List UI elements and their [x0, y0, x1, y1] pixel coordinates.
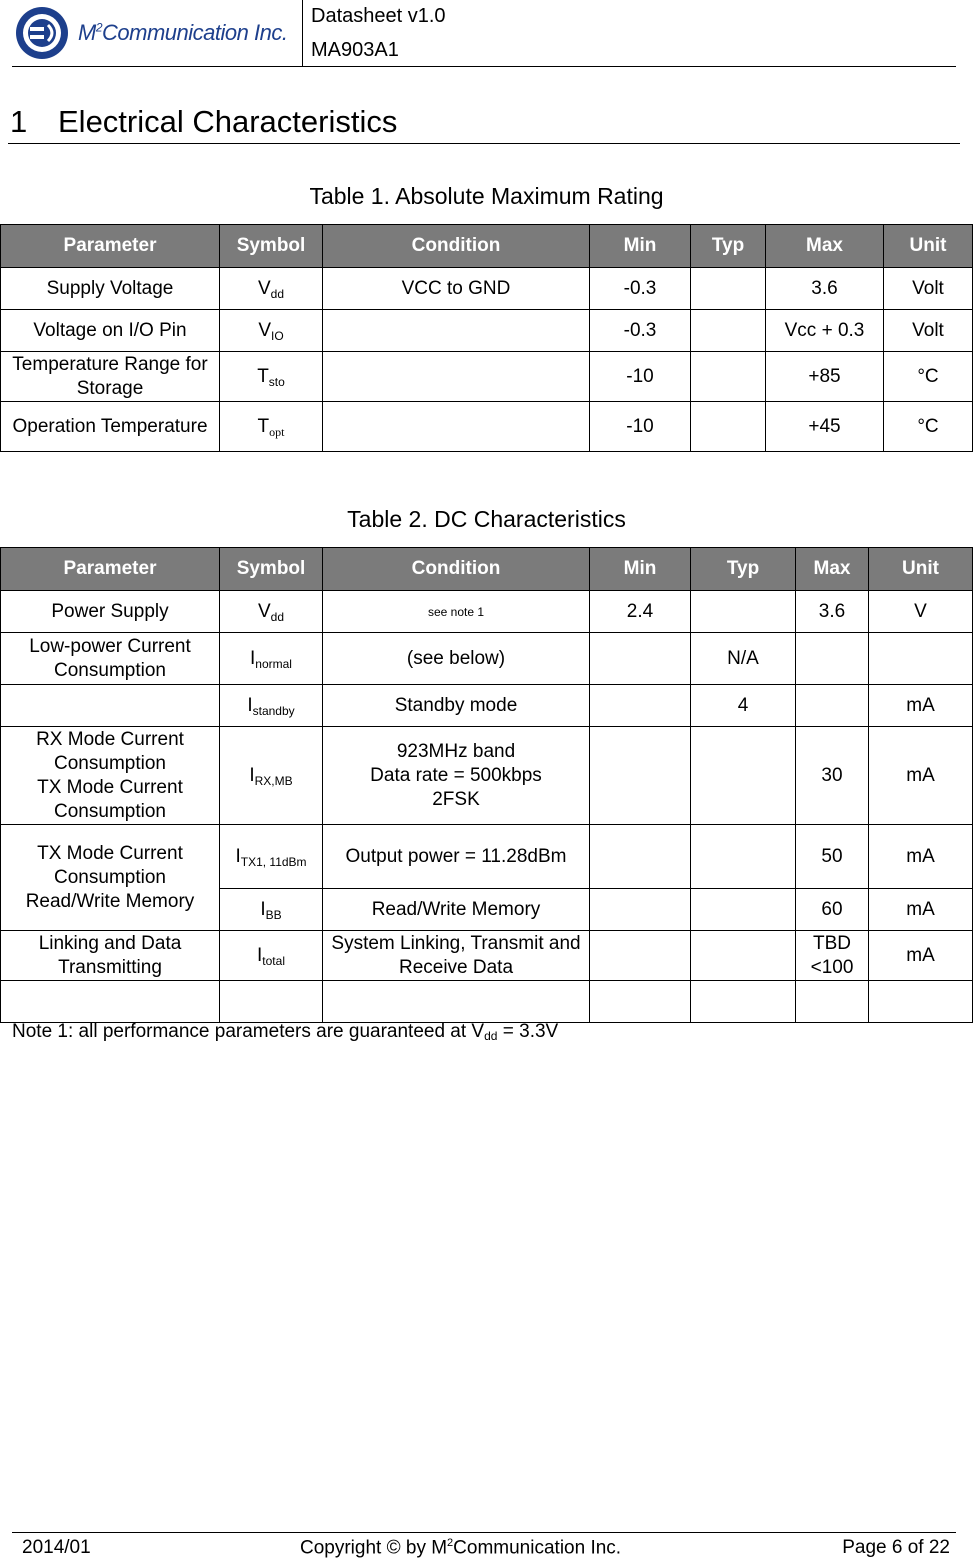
max-cell: +85 — [766, 352, 884, 402]
max-cell: 3.6 — [796, 591, 869, 633]
parameter-cell: Supply Voltage — [1, 268, 220, 310]
header-cell: Max — [796, 548, 869, 591]
header-divider — [302, 0, 303, 67]
max-cell — [796, 685, 869, 727]
parameter-cell: Voltage on I/O Pin — [1, 310, 220, 352]
header-cell: Parameter — [1, 225, 220, 268]
typ-cell — [691, 268, 766, 310]
table-row — [1, 310, 973, 352]
unit-cell: Volt — [884, 310, 973, 352]
header-cell: Symbol — [220, 225, 323, 268]
typ-cell — [691, 402, 766, 452]
table-row — [1, 402, 973, 452]
unit-cell: mA — [869, 727, 973, 825]
header-cell: Min — [590, 548, 691, 591]
max-cell: Vcc + 0.3 — [766, 310, 884, 352]
absolute-max-rating-table — [0, 224, 973, 452]
symbol-cell: $I_{RX,MB}$ — [220, 727, 323, 825]
unit-cell: mA — [869, 825, 973, 889]
parameter-cell — [1, 685, 220, 727]
table-row — [1, 727, 973, 825]
max-cell: TBD <100 — [796, 931, 869, 981]
min-cell — [590, 727, 691, 825]
condition-cell: VCC to GND — [323, 268, 590, 310]
symbol-cell: $I_{normal}$ — [220, 633, 323, 685]
header-cell: Max — [766, 225, 884, 268]
logo-icon — [14, 5, 70, 61]
condition-cell — [323, 402, 590, 452]
condition-cell — [323, 352, 590, 402]
table-header-row — [1, 548, 973, 591]
footer-page-number: Page 6 of 22 — [842, 1537, 950, 1558]
typ-cell: 4 — [691, 685, 796, 727]
symbol-cell: $V_{dd}$ — [220, 268, 323, 310]
typ-cell — [691, 310, 766, 352]
header-cell: Symbol — [220, 548, 323, 591]
table-row — [1, 352, 973, 402]
table-row — [1, 591, 973, 633]
header-cell: Unit — [869, 548, 973, 591]
footer-rule — [12, 1532, 956, 1533]
symbol-cell: $I_{TX1, 11dBm}$ — [220, 825, 323, 889]
typ-cell — [691, 825, 796, 889]
symbol-cell: $I_{standby}$ — [220, 685, 323, 727]
symbol-cell: $I_{total}$ — [220, 931, 323, 981]
condition-cell: Read/Write Memory — [323, 889, 590, 931]
unit-cell — [869, 633, 973, 685]
footer-copyright: Copyright © by $M^2Communication$ Inc. — [300, 1537, 622, 1559]
min-cell — [590, 685, 691, 727]
max-cell — [796, 633, 869, 685]
table-row — [1, 685, 973, 727]
parameter-cell: Linking and Data Transmitting — [1, 931, 220, 981]
parameter-cell: RX Mode Current Consumption TX Mode Current Consumption — [1, 727, 220, 825]
condition-cell — [323, 310, 590, 352]
header-cell: Typ — [691, 548, 796, 591]
min-cell: -10 — [590, 402, 691, 452]
symbol-cell: $T_{opt}$ — [220, 402, 323, 452]
typ-cell: N/A — [691, 633, 796, 685]
condition-cell: Output power = 11.28dBm — [323, 825, 590, 889]
header-cell: Condition — [323, 225, 590, 268]
table-row — [1, 825, 973, 889]
unit-cell: Volt — [884, 268, 973, 310]
section-rule — [8, 143, 960, 144]
min-cell — [590, 889, 691, 931]
table-header-row — [1, 225, 973, 268]
condition-cell: System Linking, Transmit and Receive Data — [323, 931, 590, 981]
header-cell: Min — [590, 225, 691, 268]
parameter-cell: TX Mode Current Consumption Read/Write Memory — [1, 825, 220, 931]
typ-cell — [691, 889, 796, 931]
min-cell — [590, 825, 691, 889]
section-number: 1 — [10, 104, 28, 139]
parameter-cell: Temperature Range for Storage — [1, 352, 220, 402]
max-cell: 60 — [796, 889, 869, 931]
unit-cell: V — [869, 591, 973, 633]
symbol-cell: $V_{dd}$ — [220, 591, 323, 633]
condition-cell: 923MHz band Data rate = 500kbps 2FSK — [323, 727, 590, 825]
table-row — [1, 633, 973, 685]
max-cell: 3.6 — [766, 268, 884, 310]
symbol-cell: $T_{sto}$ — [220, 352, 323, 402]
max-cell: +45 — [766, 402, 884, 452]
typ-cell — [691, 591, 796, 633]
table1-caption: Table 1. Absolute Maximum Rating — [309, 183, 664, 209]
symbol-cell: $I_{BB}$ — [220, 889, 323, 931]
parameter-cell: Power Supply — [1, 591, 220, 633]
parameter-cell: Operation Temperature — [1, 402, 220, 452]
unit-cell: °C — [884, 402, 973, 452]
section-title: Electrical Characteristics — [58, 104, 398, 139]
table-row — [1, 268, 973, 310]
typ-cell — [691, 931, 796, 981]
unit-cell: °C — [884, 352, 973, 402]
max-cell: 50 — [796, 825, 869, 889]
logo-text: $M^2Communication$ Inc. — [78, 20, 288, 45]
doc-model: MA903A1 — [311, 39, 399, 61]
condition-cell: (see below) — [323, 633, 590, 685]
min-cell — [590, 931, 691, 981]
header-rule — [12, 66, 956, 67]
table2-caption: Table 2. DC Characteristics — [347, 506, 626, 532]
table-note: Note 1: all performance parameters are guaranteed at $V_{dd} = 3.3V$ — [12, 1021, 559, 1043]
parameter-cell: Low-power Current Consumption — [1, 633, 220, 685]
table-row — [1, 931, 973, 981]
min-cell: -0.3 — [590, 268, 691, 310]
condition-cell: see note 1 — [323, 591, 590, 633]
min-cell: 2.4 — [590, 591, 691, 633]
footer-date: 2014/01 — [22, 1537, 91, 1558]
header-cell: Unit — [884, 225, 973, 268]
header-cell: Typ — [691, 225, 766, 268]
typ-cell — [691, 727, 796, 825]
doc-title: Datasheet v1.0 — [311, 5, 446, 27]
unit-cell: mA — [869, 685, 973, 727]
unit-cell: mA — [869, 931, 973, 981]
unit-cell: mA — [869, 889, 973, 931]
min-cell — [590, 633, 691, 685]
min-cell: -10 — [590, 352, 691, 402]
header-cell: Parameter — [1, 548, 220, 591]
min-cell: -0.3 — [590, 310, 691, 352]
dc-characteristics-table — [0, 547, 973, 1023]
company-logo — [14, 4, 296, 62]
condition-cell: Standby mode — [323, 685, 590, 727]
empty-row — [1, 981, 973, 1023]
max-cell: 30 — [796, 727, 869, 825]
symbol-cell: $V_{IO}$ — [220, 310, 323, 352]
header-cell: Condition — [323, 548, 590, 591]
typ-cell — [691, 352, 766, 402]
